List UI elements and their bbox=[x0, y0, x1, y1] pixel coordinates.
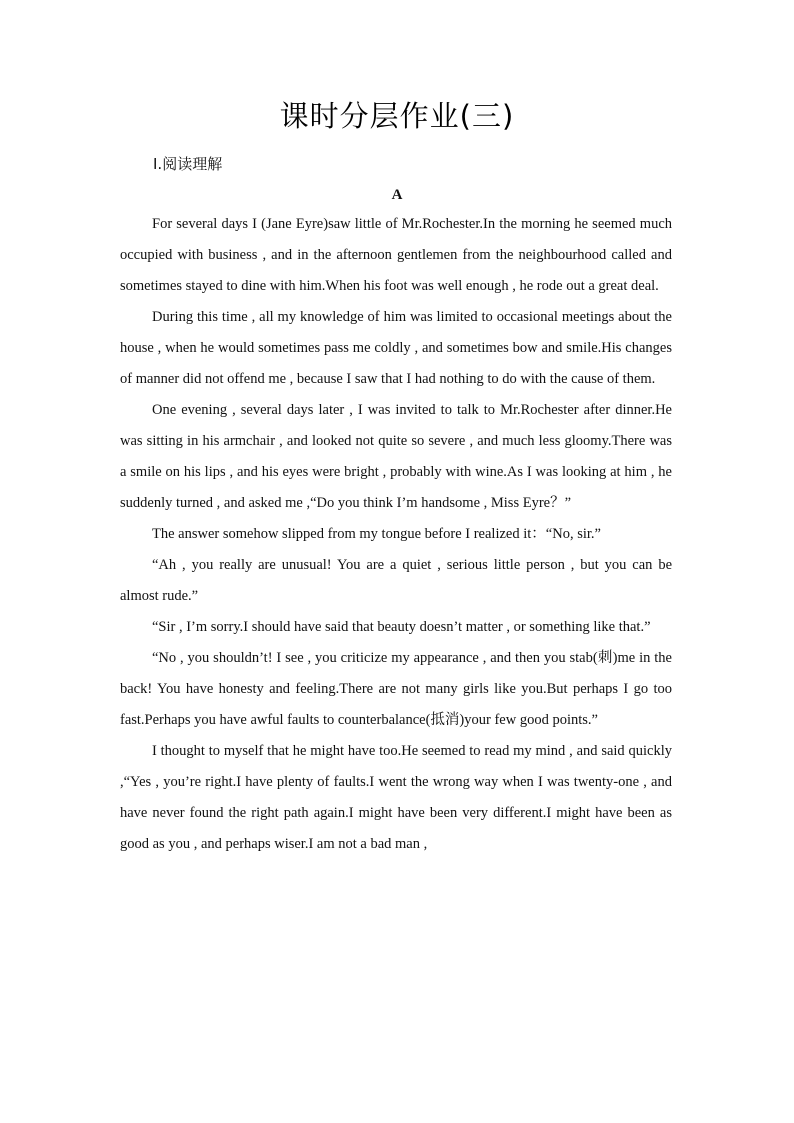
paragraph: During this time , all my knowledge of him was limited to occasional meetings about the house , when he would sometimes pass me coldly , and sometimes bow and smile.His changes of manner did not offend me , because I saw that I had nothing to do with the cause of them. bbox=[120, 309, 672, 387]
section-heading: Ⅰ.阅读理解 bbox=[153, 155, 223, 173]
paragraph: I thought to myself that he might have too.He seemed to read my mind , and said quickly ,“Yes , you’re right.I have plenty of faults.I went the wrong way when I was twenty-one , and have never found the right path again.I might have been very different.I might have been as good as you , and perhaps wiser.I am not a bad man , bbox=[120, 743, 672, 852]
paragraph: For several days I (Jane Eyre)saw little of Mr.Rochester.In the morning he seemed much occupied with business , and in the afternoon gentlemen from the neighbourhood called and sometimes stayed to dine with him.When his foot was well enough , he rode out a great deal. bbox=[120, 216, 672, 294]
paragraph: The answer somehow slipped from my tongue before I realized it：“No, sir.” bbox=[152, 526, 601, 542]
page-title: 课时分层作业(三) bbox=[279, 99, 515, 133]
passage-label: A bbox=[391, 187, 403, 203]
paragraph: “No , you shouldn’t! I see , you criticize my appearance , and then you stab(刺)me in the back! You have honesty and feeling.There are not many girls like you.But perhaps I go too fast.Perhaps you have awful faults to counterbalance(抵消)your few good points.” bbox=[120, 650, 672, 728]
paragraph: One evening , several days later , I was invited to talk to Mr.Rochester after dinner.He was sitting in his armchair , and looked not quite so severe , and much less gloomy.There was a smile on his lips , and his eyes were bright , probably with wine.As I was looking at him , he suddenly turned , and asked me ,“Do you think I’m handsome , Miss Eyre？” bbox=[120, 402, 672, 511]
paragraph: “Sir , I’m sorry.I should have said that beauty doesn’t matter , or something like that.” bbox=[152, 619, 651, 635]
paragraph: “Ah , you really are unusual! You are a quiet , serious little person , but you can be almost rude.” bbox=[120, 557, 672, 604]
passage-body bbox=[120, 209, 672, 860]
